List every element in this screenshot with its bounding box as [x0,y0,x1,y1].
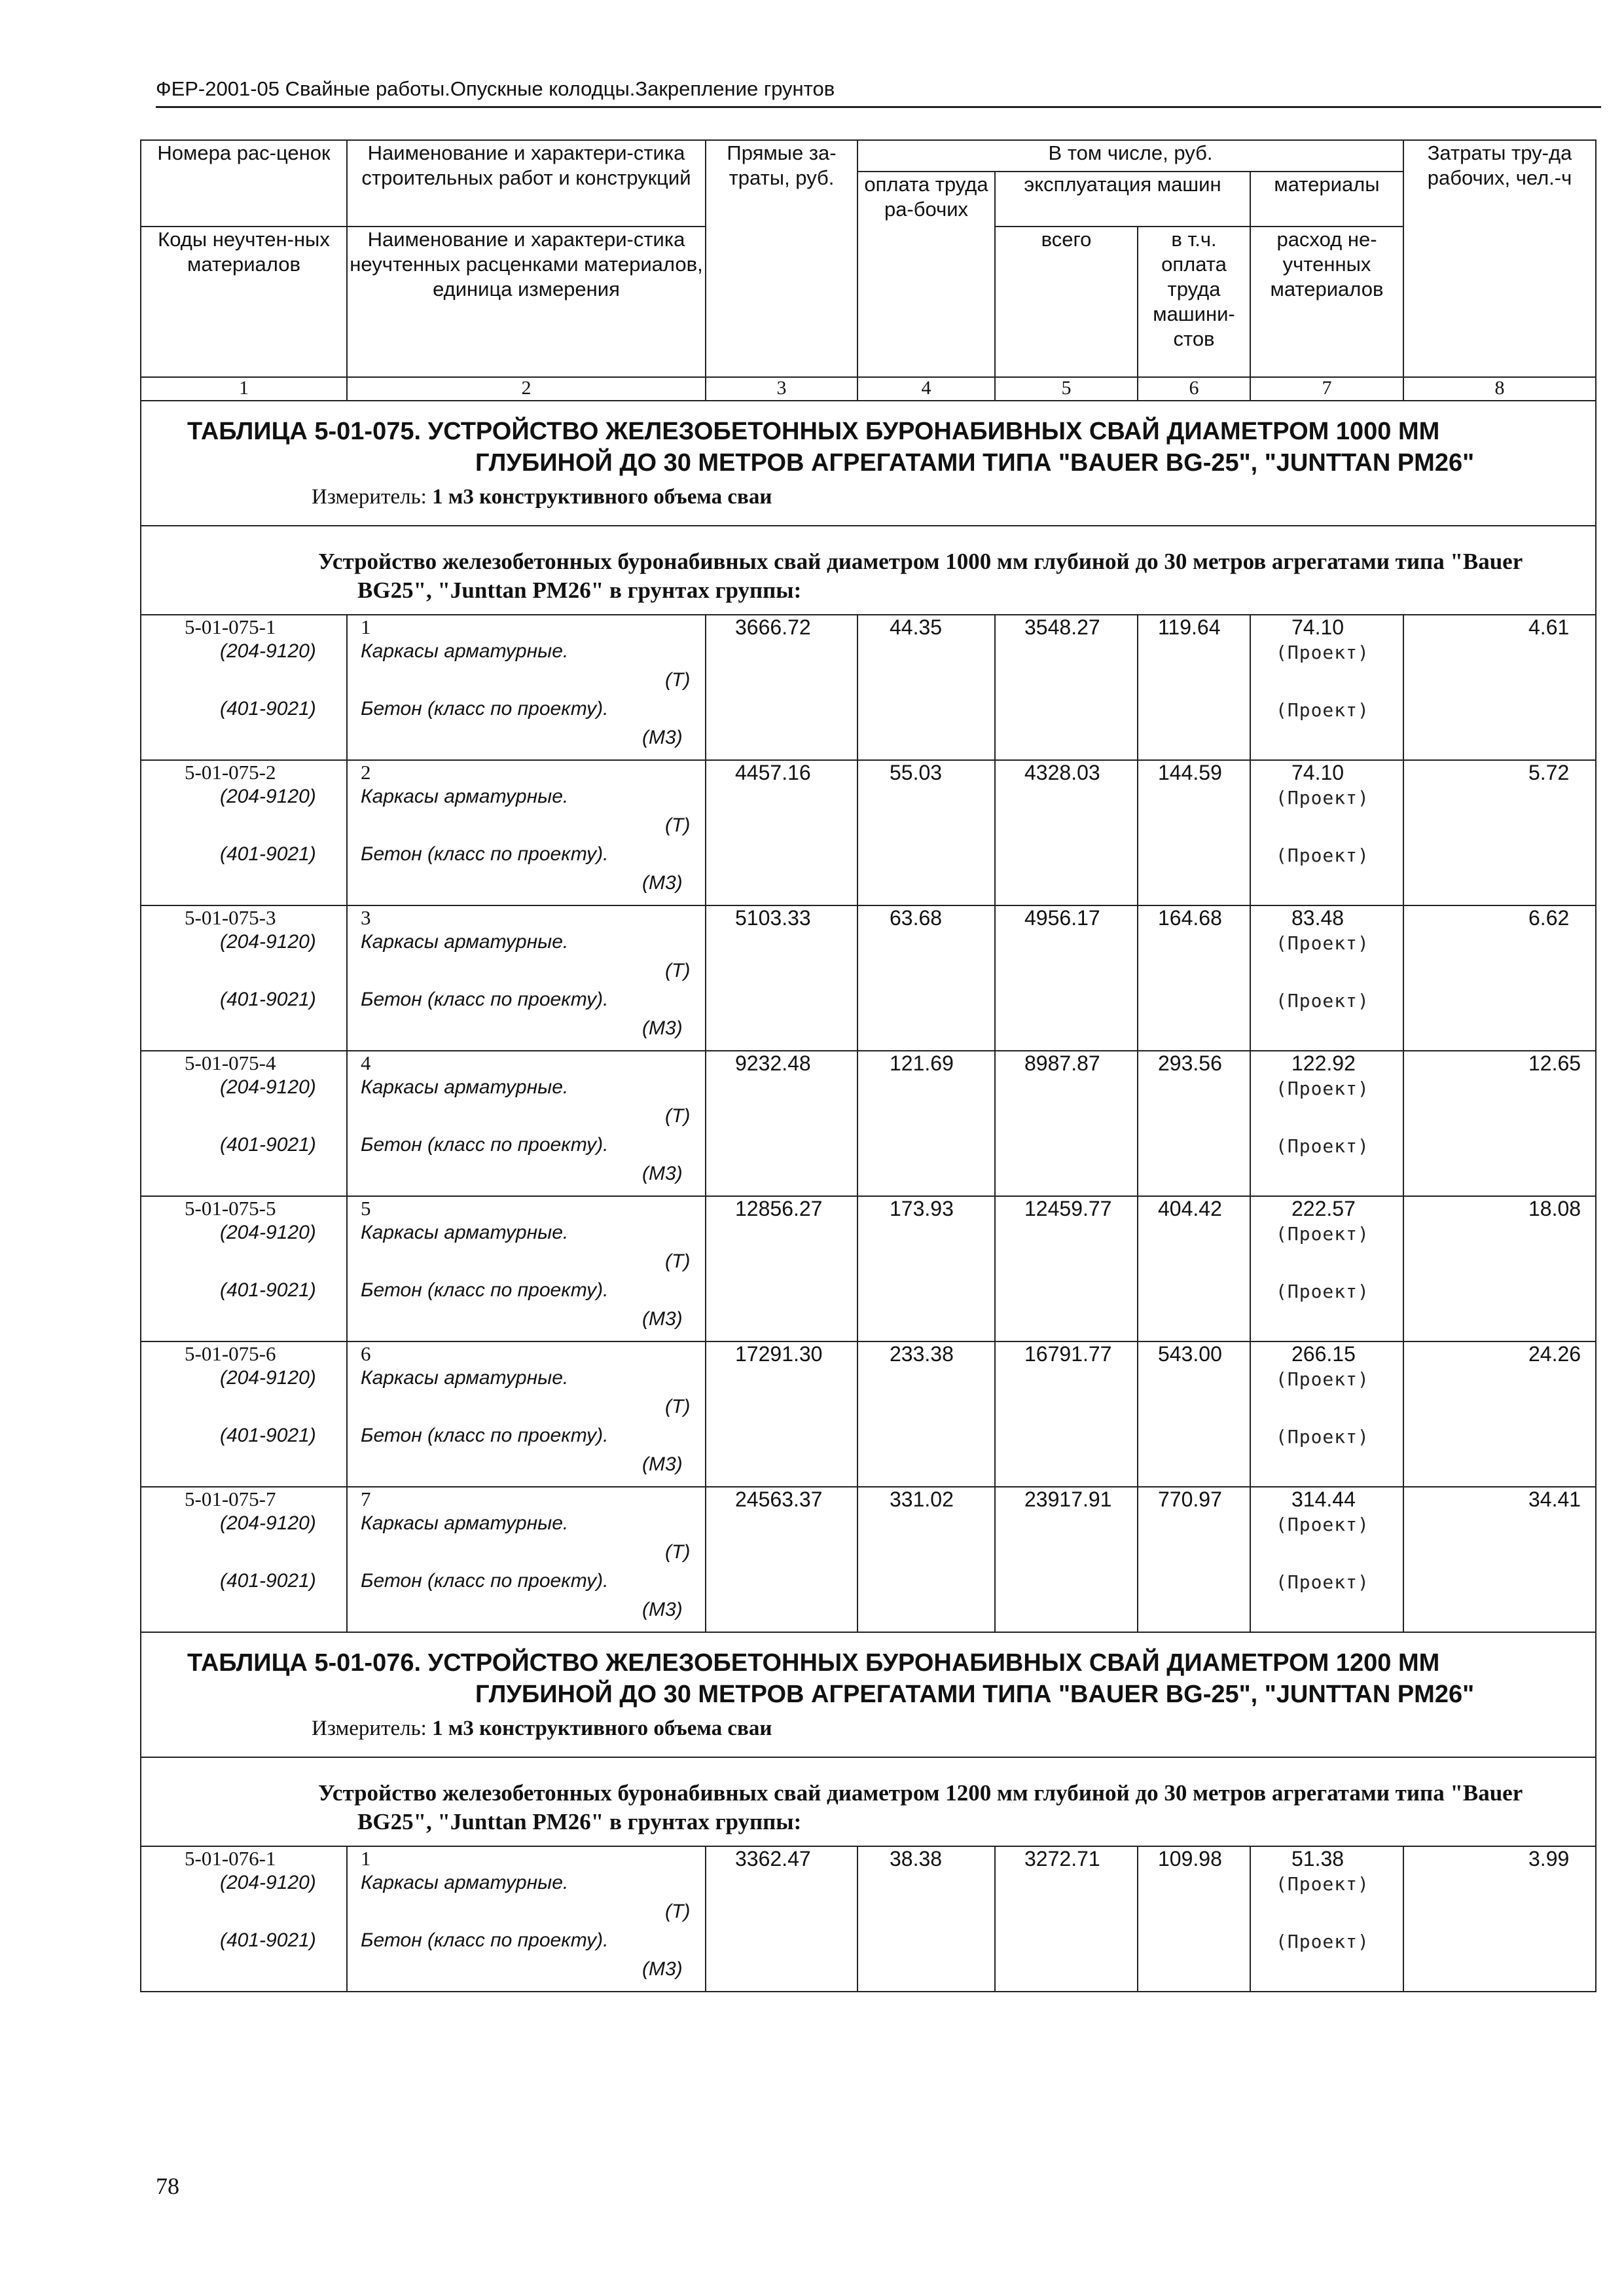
column-number: 6 [1138,377,1250,401]
material-quantity: (Проект) [1276,1873,1369,1895]
machine-total-value: 16791.77 [1024,1342,1112,1366]
header-machinist-pay: в т.ч. оплата труда машини-стов [1138,227,1250,377]
page-number: 78 [156,2173,179,2199]
labor-hours-value: 6.62 [1528,906,1570,930]
material-code: (401-9021) [220,843,316,865]
material-code: (204-9120) [220,931,316,953]
material-name: Каркасы арматурные. [361,1076,569,1098]
rate-code: 5-01-076-1 [185,1847,276,1870]
material-cost-value: 83.48 [1291,906,1344,930]
material-unit: (М3) [642,872,683,894]
material-unit: (Т) [665,1250,691,1272]
machine-total-value: 12459.77 [1024,1197,1112,1220]
header-machine-total: всего [995,227,1138,377]
labor-hours-cell [1403,760,1596,905]
soil-group: 1 [361,615,371,638]
labor-hours-value: 3.99 [1528,1847,1570,1870]
material-name: Бетон (класс по проекту). [361,698,609,720]
material-unit: (Т) [665,1396,691,1417]
machine-total-value-cell [995,1846,1138,1992]
labor-pay-value-cell [857,615,995,760]
material-code: (204-9120) [220,786,316,807]
material-cost-value: 266.15 [1291,1342,1356,1366]
machine-total-value: 4956.17 [1024,906,1100,930]
header-machine-operation: эксплуатация машин [995,172,1250,227]
material-code: (204-9120) [220,1872,316,1893]
labor-hours-value: 18.08 [1528,1197,1581,1220]
direct-costs-value-cell [706,1051,857,1196]
labor-pay-value: 55.03 [890,761,943,784]
labor-hours-cell [1403,1487,1596,1632]
material-quantity: (Проект) [1276,1135,1369,1157]
machine-total-value: 4328.03 [1024,761,1100,784]
machine-total-value-cell [995,760,1138,905]
material-code: (401-9021) [220,989,316,1010]
direct-costs-value: 4457.16 [735,761,811,784]
rate-name-cell [347,615,706,760]
rate-row [141,1487,1596,1632]
direct-costs-value-cell [706,905,857,1051]
labor-pay-value: 233.38 [890,1342,954,1366]
material-quantity: (Проект) [1276,1571,1369,1593]
rate-code: 5-01-075-6 [185,1342,276,1365]
machine-total-value: 8987.87 [1024,1051,1100,1075]
column-number: 1 [141,377,347,401]
material-quantity: (Проект) [1276,1223,1369,1245]
direct-costs-value-cell [706,760,857,905]
labor-pay-value-cell [857,1487,995,1632]
rate-name-cell [347,1487,706,1632]
machine-total-value-cell [995,1051,1138,1196]
rate-code: 5-01-075-2 [185,761,276,784]
header-material-cost: расход не-учтенных материалов [1250,227,1403,377]
material-code: (401-9021) [220,1279,316,1301]
labor-pay-value: 121.69 [890,1051,954,1075]
direct-costs-value-cell [706,1846,857,1992]
material-name: Каркасы арматурные. [361,1512,569,1534]
direct-costs-value: 24563.37 [735,1487,823,1511]
soil-group: 4 [361,1051,371,1074]
machinist-pay-value: 770.97 [1158,1487,1222,1511]
material-code: (204-9120) [220,640,316,662]
material-name: Бетон (класс по проекту). [361,1929,609,1951]
rate-name-cell [347,1051,706,1196]
direct-costs-value-cell [706,615,857,760]
section-subtitle-cell [141,1757,1596,1846]
header-labor-hours: Затраты тру-да рабочих, чел.-ч [1403,140,1596,377]
machine-total-value-cell [995,1196,1138,1341]
machinist-pay-value: 144.59 [1158,761,1222,784]
direct-costs-value: 12856.27 [735,1197,823,1220]
rate-code-cell [141,1051,347,1196]
material-unit: (М3) [642,1453,683,1475]
labor-hours-cell [1403,1846,1596,1992]
soil-group: 2 [361,761,371,784]
rate-code: 5-01-075-7 [185,1487,276,1510]
material-code: (204-9120) [220,1076,316,1098]
material-unit: (Т) [665,669,691,691]
material-code: (204-9120) [220,1367,316,1389]
material-unit: (Т) [665,1901,691,1922]
material-name: Бетон (класс по проекту). [361,989,609,1010]
soil-group: 1 [361,1847,371,1870]
column-number: 7 [1250,377,1403,401]
direct-costs-value: 17291.30 [735,1342,823,1366]
header-materials: материалы [1250,172,1403,227]
material-quantity: (Проект) [1276,642,1369,663]
header-material-codes: Коды неучтен-ных материалов [141,227,347,377]
material-unit: (М3) [642,1017,683,1039]
rate-row [141,1196,1596,1341]
machinist-pay-value-cell [1138,1051,1250,1196]
labor-pay-value-cell [857,1846,995,1992]
labor-hours-value: 24.26 [1528,1342,1581,1366]
material-name: Каркасы арматурные. [361,1872,569,1893]
labor-hours-value: 4.61 [1528,615,1570,639]
labor-hours-cell [1403,905,1596,1051]
material-unit: (Т) [665,814,691,836]
header-name-materials: Наименование и характери-стика неучтенных расценками материалов, единица измерения [347,227,706,377]
material-name: Каркасы арматурные. [361,786,569,807]
material-code: (401-9021) [220,698,316,720]
material-quantity: (Проект) [1276,932,1369,954]
material-name: Каркасы арматурные. [361,1367,569,1389]
soil-group: 3 [361,906,371,929]
rate-code-cell [141,1341,347,1487]
machine-total-value: 3272.71 [1024,1847,1100,1870]
rate-code-cell [141,1196,347,1341]
machinist-pay-value-cell [1138,905,1250,1051]
rate-name-cell [347,1196,706,1341]
labor-pay-value-cell [857,1196,995,1341]
material-cost-cell [1250,1341,1403,1487]
header-including: В том числе, руб. [857,140,1403,172]
material-name: Каркасы арматурные. [361,640,569,662]
material-name: Бетон (класс по проекту). [361,1425,609,1446]
machine-total-value: 23917.91 [1024,1487,1112,1511]
material-cost-value: 51.38 [1291,1847,1344,1870]
material-unit: (М3) [642,727,683,748]
direct-costs-value-cell [706,1196,857,1341]
material-quantity: (Проект) [1276,1426,1369,1448]
soil-group: 5 [361,1197,371,1220]
rate-name-cell [347,1846,706,1992]
rates-table [140,139,1597,1992]
rate-code-cell [141,760,347,905]
rate-code: 5-01-075-3 [185,906,276,929]
labor-pay-value-cell [857,905,995,1051]
material-cost-cell [1250,1487,1403,1632]
material-quantity: (Проект) [1276,1281,1369,1302]
machine-total-value-cell [995,615,1138,760]
section-subtitle-cell [141,526,1596,615]
material-unit: (Т) [665,1105,691,1127]
machinist-pay-value-cell [1138,1341,1250,1487]
material-name: Бетон (класс по проекту). [361,1570,609,1592]
material-quantity: (Проект) [1276,1078,1369,1099]
rate-row [141,615,1596,760]
material-code: (401-9021) [220,1134,316,1156]
material-code: (401-9021) [220,1570,316,1592]
labor-hours-cell [1403,1341,1596,1487]
machinist-pay-value: 404.42 [1158,1197,1222,1220]
labor-hours-cell [1403,1196,1596,1341]
labor-hours-value: 5.72 [1528,761,1570,784]
material-name: Каркасы арматурные. [361,931,569,953]
machine-total-value: 3548.27 [1024,615,1100,639]
labor-pay-value-cell [857,1051,995,1196]
measure-unit-value: 1 м3 конструктивного объема сваи [432,485,772,509]
measure-unit [312,485,1582,509]
table-title: ТАБЛИЦА 5-01-076. УСТРОЙСТВО ЖЕЛЕЗОБЕТОННЫХ БУРОНАБИВНЫХ СВАЙ ДИАМЕТРОМ 1200 ММ ГЛУБИНОЙ ДО 30 МЕТРОВ АГРЕГАТАМИ ТИПА "BAUER BG-25", "JUNTTAN PM26" [187,1649,1475,1708]
material-unit: (Т) [665,1541,691,1563]
rate-row [141,1051,1596,1196]
machinist-pay-value-cell [1138,615,1250,760]
material-quantity: (Проект) [1276,990,1369,1012]
material-unit: (М3) [642,1958,683,1980]
rate-row [141,1341,1596,1487]
material-cost-value: 314.44 [1291,1487,1356,1511]
machinist-pay-value-cell [1138,1487,1250,1632]
header-rule [156,106,1601,108]
labor-hours-cell [1403,615,1596,760]
material-cost-value: 222.57 [1291,1197,1356,1220]
material-code: (401-9021) [220,1425,316,1446]
machine-total-value-cell [995,905,1138,1051]
machinist-pay-value-cell [1138,1846,1250,1992]
material-code: (204-9120) [220,1512,316,1534]
material-name: Каркасы арматурные. [361,1222,569,1243]
material-name: Бетон (класс по проекту). [361,1134,609,1156]
machinist-pay-value-cell [1138,760,1250,905]
labor-pay-value-cell [857,760,995,905]
column-number: 5 [995,377,1138,401]
rate-code: 5-01-075-4 [185,1051,276,1074]
measure-unit-label: Измеритель: [312,485,427,509]
labor-pay-value: 173.93 [890,1197,954,1220]
material-cost-cell [1250,760,1403,905]
rate-row [141,760,1596,905]
rate-code-cell [141,1487,347,1632]
section-header-cell [141,401,1596,526]
material-unit: (М3) [642,1163,683,1184]
soil-group: 7 [361,1487,371,1510]
soil-group: 6 [361,1342,371,1365]
section-subtitle: Устройство железобетонных буронабивных свай диаметром 1000 мм глубиной до 30 метров агрегатами типа "Bauer BG25", "Junttan PM26" в грунтах группы: [318,549,1523,603]
rate-name-cell [347,905,706,1051]
material-cost-value: 122.92 [1291,1051,1356,1075]
material-quantity: (Проект) [1276,1368,1369,1390]
material-quantity: (Проект) [1276,699,1369,721]
measure-unit-label: Измеритель: [312,1717,427,1740]
material-unit: (М3) [642,1308,683,1330]
material-cost-cell [1250,1196,1403,1341]
rate-code-cell [141,615,347,760]
material-quantity: (Проект) [1276,1931,1369,1952]
machinist-pay-value: 164.68 [1158,906,1222,930]
measure-unit [312,1717,1582,1741]
section-header-cell [141,1632,1596,1757]
machinist-pay-value: 119.64 [1158,615,1221,639]
column-number: 3 [706,377,857,401]
rate-code-cell [141,905,347,1051]
material-cost-cell [1250,615,1403,760]
direct-costs-value-cell [706,1341,857,1487]
labor-pay-value: 44.35 [890,615,943,639]
material-unit: (Т) [665,960,691,981]
rate-code-cell [141,1846,347,1992]
material-cost-cell [1250,1051,1403,1196]
column-number: 2 [347,377,706,401]
material-name: Бетон (класс по проекту). [361,843,609,865]
labor-pay-value-cell [857,1341,995,1487]
material-cost-value: 74.10 [1291,615,1344,639]
machine-total-value-cell [995,1487,1138,1632]
rate-row [141,905,1596,1051]
rate-code: 5-01-075-5 [185,1197,276,1220]
machinist-pay-value-cell [1138,1196,1250,1341]
labor-pay-value: 38.38 [890,1847,943,1870]
material-quantity: (Проект) [1276,787,1369,809]
material-cost-cell [1250,905,1403,1051]
labor-pay-value: 63.68 [890,906,943,930]
direct-costs-value: 3666.72 [735,615,811,639]
header-direct-costs: Прямые за-траты, руб. [706,140,857,377]
material-code: (204-9120) [220,1222,316,1243]
rate-name-cell [347,760,706,905]
material-quantity: (Проект) [1276,845,1369,866]
rate-code: 5-01-075-1 [185,615,276,638]
direct-costs-value: 3362.47 [735,1847,811,1870]
machinist-pay-value: 293.56 [1158,1051,1222,1075]
machinist-pay-value: 543.00 [1158,1342,1222,1366]
machine-total-value-cell [995,1341,1138,1487]
material-quantity: (Проект) [1276,1514,1369,1535]
column-number: 8 [1403,377,1596,401]
table-title: ТАБЛИЦА 5-01-075. УСТРОЙСТВО ЖЕЛЕЗОБЕТОННЫХ БУРОНАБИВНЫХ СВАЙ ДИАМЕТРОМ 1000 ММ ГЛУБИНОЙ ДО 30 МЕТРОВ АГРЕГАТАМИ ТИПА "BAUER BG-25", "JUNTTAN PM26" [187,418,1475,477]
header-labor-pay: оплата труда ра-бочих [857,172,995,377]
material-name: Бетон (класс по проекту). [361,1279,609,1301]
labor-hours-cell [1403,1051,1596,1196]
running-header: ФЕР-2001-05 Свайные работы.Опускные колодцы.Закрепление грунтов [156,77,835,100]
direct-costs-value: 9232.48 [735,1051,811,1075]
rate-row [141,1846,1596,1992]
material-cost-cell [1250,1846,1403,1992]
material-code: (401-9021) [220,1929,316,1951]
material-cost-value: 74.10 [1291,761,1344,784]
header-name-works: Наименование и характери-стика строительных работ и конструкций [347,140,706,227]
direct-costs-value-cell [706,1487,857,1632]
measure-unit-value: 1 м3 конструктивного объема сваи [432,1717,772,1740]
direct-costs-value: 5103.33 [735,906,811,930]
rate-name-cell [347,1341,706,1487]
section-subtitle: Устройство железобетонных буронабивных свай диаметром 1200 мм глубиной до 30 метров агрегатами типа "Bauer BG25", "Junttan PM26" в грунтах группы: [318,1780,1523,1834]
column-number: 4 [857,377,995,401]
labor-pay-value: 331.02 [890,1487,954,1511]
labor-hours-value: 34.41 [1528,1487,1581,1511]
header-rate-numbers: Номера рас-ценок [141,140,347,227]
material-unit: (М3) [642,1599,683,1620]
machinist-pay-value: 109.98 [1158,1847,1222,1870]
labor-hours-value: 12.65 [1528,1051,1581,1075]
